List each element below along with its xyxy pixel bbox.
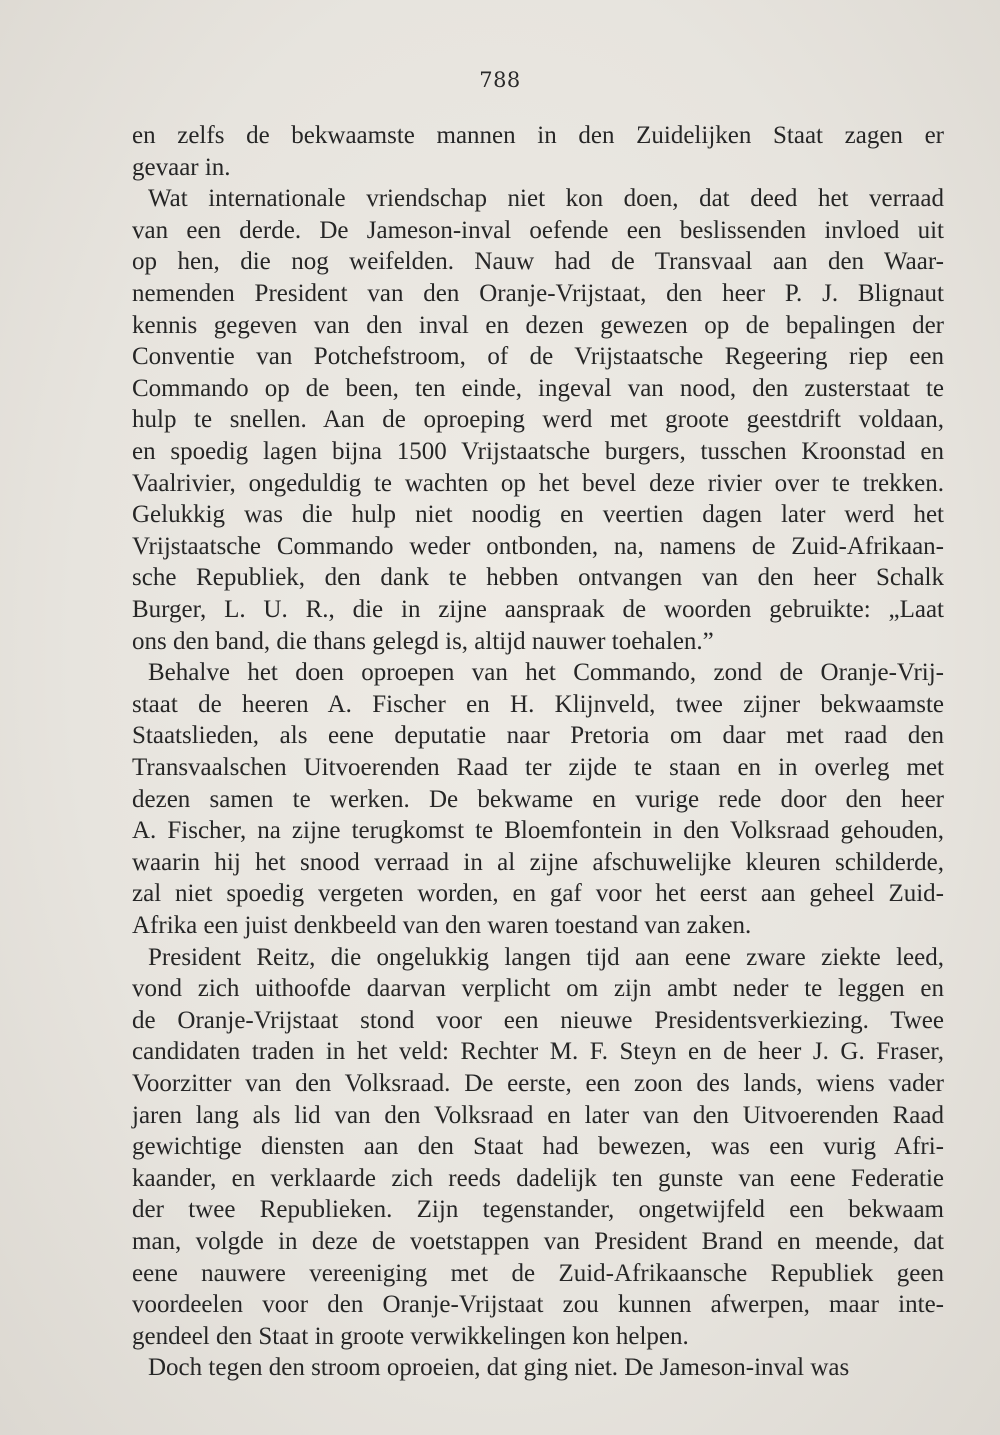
text-line: man, volgde in deze de voetstappen van President Brand en meende, dat bbox=[132, 1228, 944, 1255]
text-line: Vaalrivier, ongeduldig te wachten op het bevel deze rivier over te trekken. bbox=[132, 469, 944, 497]
text-line: Voorzitter van den Volksraad. De eerste, een zoon des lands, wiens vader bbox=[132, 1070, 944, 1097]
text-line: zal niet spoedig vergeten worden, en gaf voor het eerst aan geheel Zuid- bbox=[132, 880, 944, 908]
text-line: sche Republiek, den dank te hebben ontvangen van den heer Schalk bbox=[132, 564, 944, 592]
text-line: Doch tegen den stroom oproeien, dat ging niet. De Jameson-inval was bbox=[148, 1354, 850, 1382]
text-line: Gelukkig was die hulp niet noodig en veertien dagen later werd het bbox=[132, 501, 944, 529]
text-line: candidaten traden in het veld: Rechter M. F. Steyn en de heer J. G. Fraser, bbox=[132, 1038, 944, 1066]
text-line: hulp te snellen. Aan de oproeping werd met groote geestdrift voldaan, bbox=[132, 406, 944, 434]
text-line: Transvaalschen Uitvoerenden Raad ter zijde te staan en in overleg met bbox=[132, 754, 944, 781]
text-line: voordeelen voor den Oranje-Vrijstaat zou kunnen afwerpen, maar inte- bbox=[132, 1291, 944, 1319]
text-line: en zelfs de bekwaamste mannen in den Zuidelijken Staat zagen er bbox=[132, 122, 944, 149]
text-line: Behalve het doen oproepen van het Commando, zond de Oranje-Vrij- bbox=[148, 659, 944, 687]
text-line: dezen samen te werken. De bekwame en vurige rede door den heer bbox=[132, 785, 944, 813]
text-line: Wat internationale vriendschap niet kon doen, dat deed het verraad bbox=[148, 185, 944, 213]
text-line: kennis gegeven van den inval en dezen gewezen op de bepalingen der bbox=[132, 311, 944, 339]
text-line: President Reitz, die ongelukkig langen tijd aan eene zware ziekte leed, bbox=[148, 943, 944, 971]
text-line: nemenden President van den Oranje-Vrijstaat, den heer P. J. Blignaut bbox=[132, 280, 944, 307]
text-line: eene nauwere vereeniging met de Zuid-Afrikaansche Republiek geen bbox=[132, 1259, 944, 1287]
text-line: jaren lang als lid van den Volksraad en later van den Uitvoerenden Raad bbox=[132, 1101, 944, 1129]
text-line: staat de heeren A. Fischer en H. Klijnveld, twee zijner bekwaamste bbox=[132, 690, 944, 718]
text-line: vond zich uithoofde daarvan verplicht om zijn ambt neder te leggen en bbox=[132, 975, 944, 1003]
text-line: kaander, en verklaarde zich reeds dadelijk ten gunste van eene Federatie bbox=[132, 1164, 944, 1192]
page-number: 788 bbox=[479, 68, 521, 92]
text-line: Staatslieden, als eene deputatie naar Pretoria om daar met raad den bbox=[132, 722, 944, 750]
text-line: Conventie van Potchefstroom, of de Vrijstaatsche Regeering riep een bbox=[132, 343, 944, 371]
text-line: Commando op de been, ten einde, ingeval van nood, den zusterstaat te bbox=[132, 374, 944, 402]
text-line: A. Fischer, na zijne terugkomst te Bloemfontein in den Volksraad gehouden, bbox=[132, 817, 944, 845]
text-line: der twee Republieken. Zijn tegenstander, ongetwijfeld een bekwaam bbox=[132, 1196, 944, 1224]
text-line: Vrijstaatsche Commando weder ontbonden, na, namens de Zuid-Afrikaan- bbox=[132, 532, 944, 560]
text-line: gendeel den Staat in groote verwikkelingen kon helpen. bbox=[132, 1322, 689, 1350]
text-line: Afrika een juist denkbeeld van den waren toestand van zaken. bbox=[132, 912, 752, 939]
text-line: ons den band, die thans gelegd is, altijd nauwer toehalen.” bbox=[132, 627, 714, 655]
text-line: de Oranje-Vrijstaat stond voor een nieuwe Presidentsverkiezing. Twee bbox=[132, 1006, 944, 1034]
text-line: van een derde. De Jameson-inval oefende een beslissenden invloed uit bbox=[132, 216, 944, 244]
text-line: Burger, L. U. R., die in zijne aanspraak de woorden gebruikte: „Laat bbox=[132, 596, 944, 623]
text-line: gewichtige diensten aan den Staat had bewezen, was een vurig Afri- bbox=[132, 1133, 944, 1161]
text-line: en spoedig lagen bijna 1500 Vrijstaatsche burgers, tusschen Kroonstad en bbox=[132, 438, 944, 465]
text-line: waarin hij het snood verraad in al zijne afschuwelijke kleuren schilderde, bbox=[132, 848, 944, 876]
text-line: op hen, die nog weifelden. Nauw had de Transvaal aan den Waar- bbox=[132, 248, 944, 276]
text-line: gevaar in. bbox=[132, 153, 231, 181]
